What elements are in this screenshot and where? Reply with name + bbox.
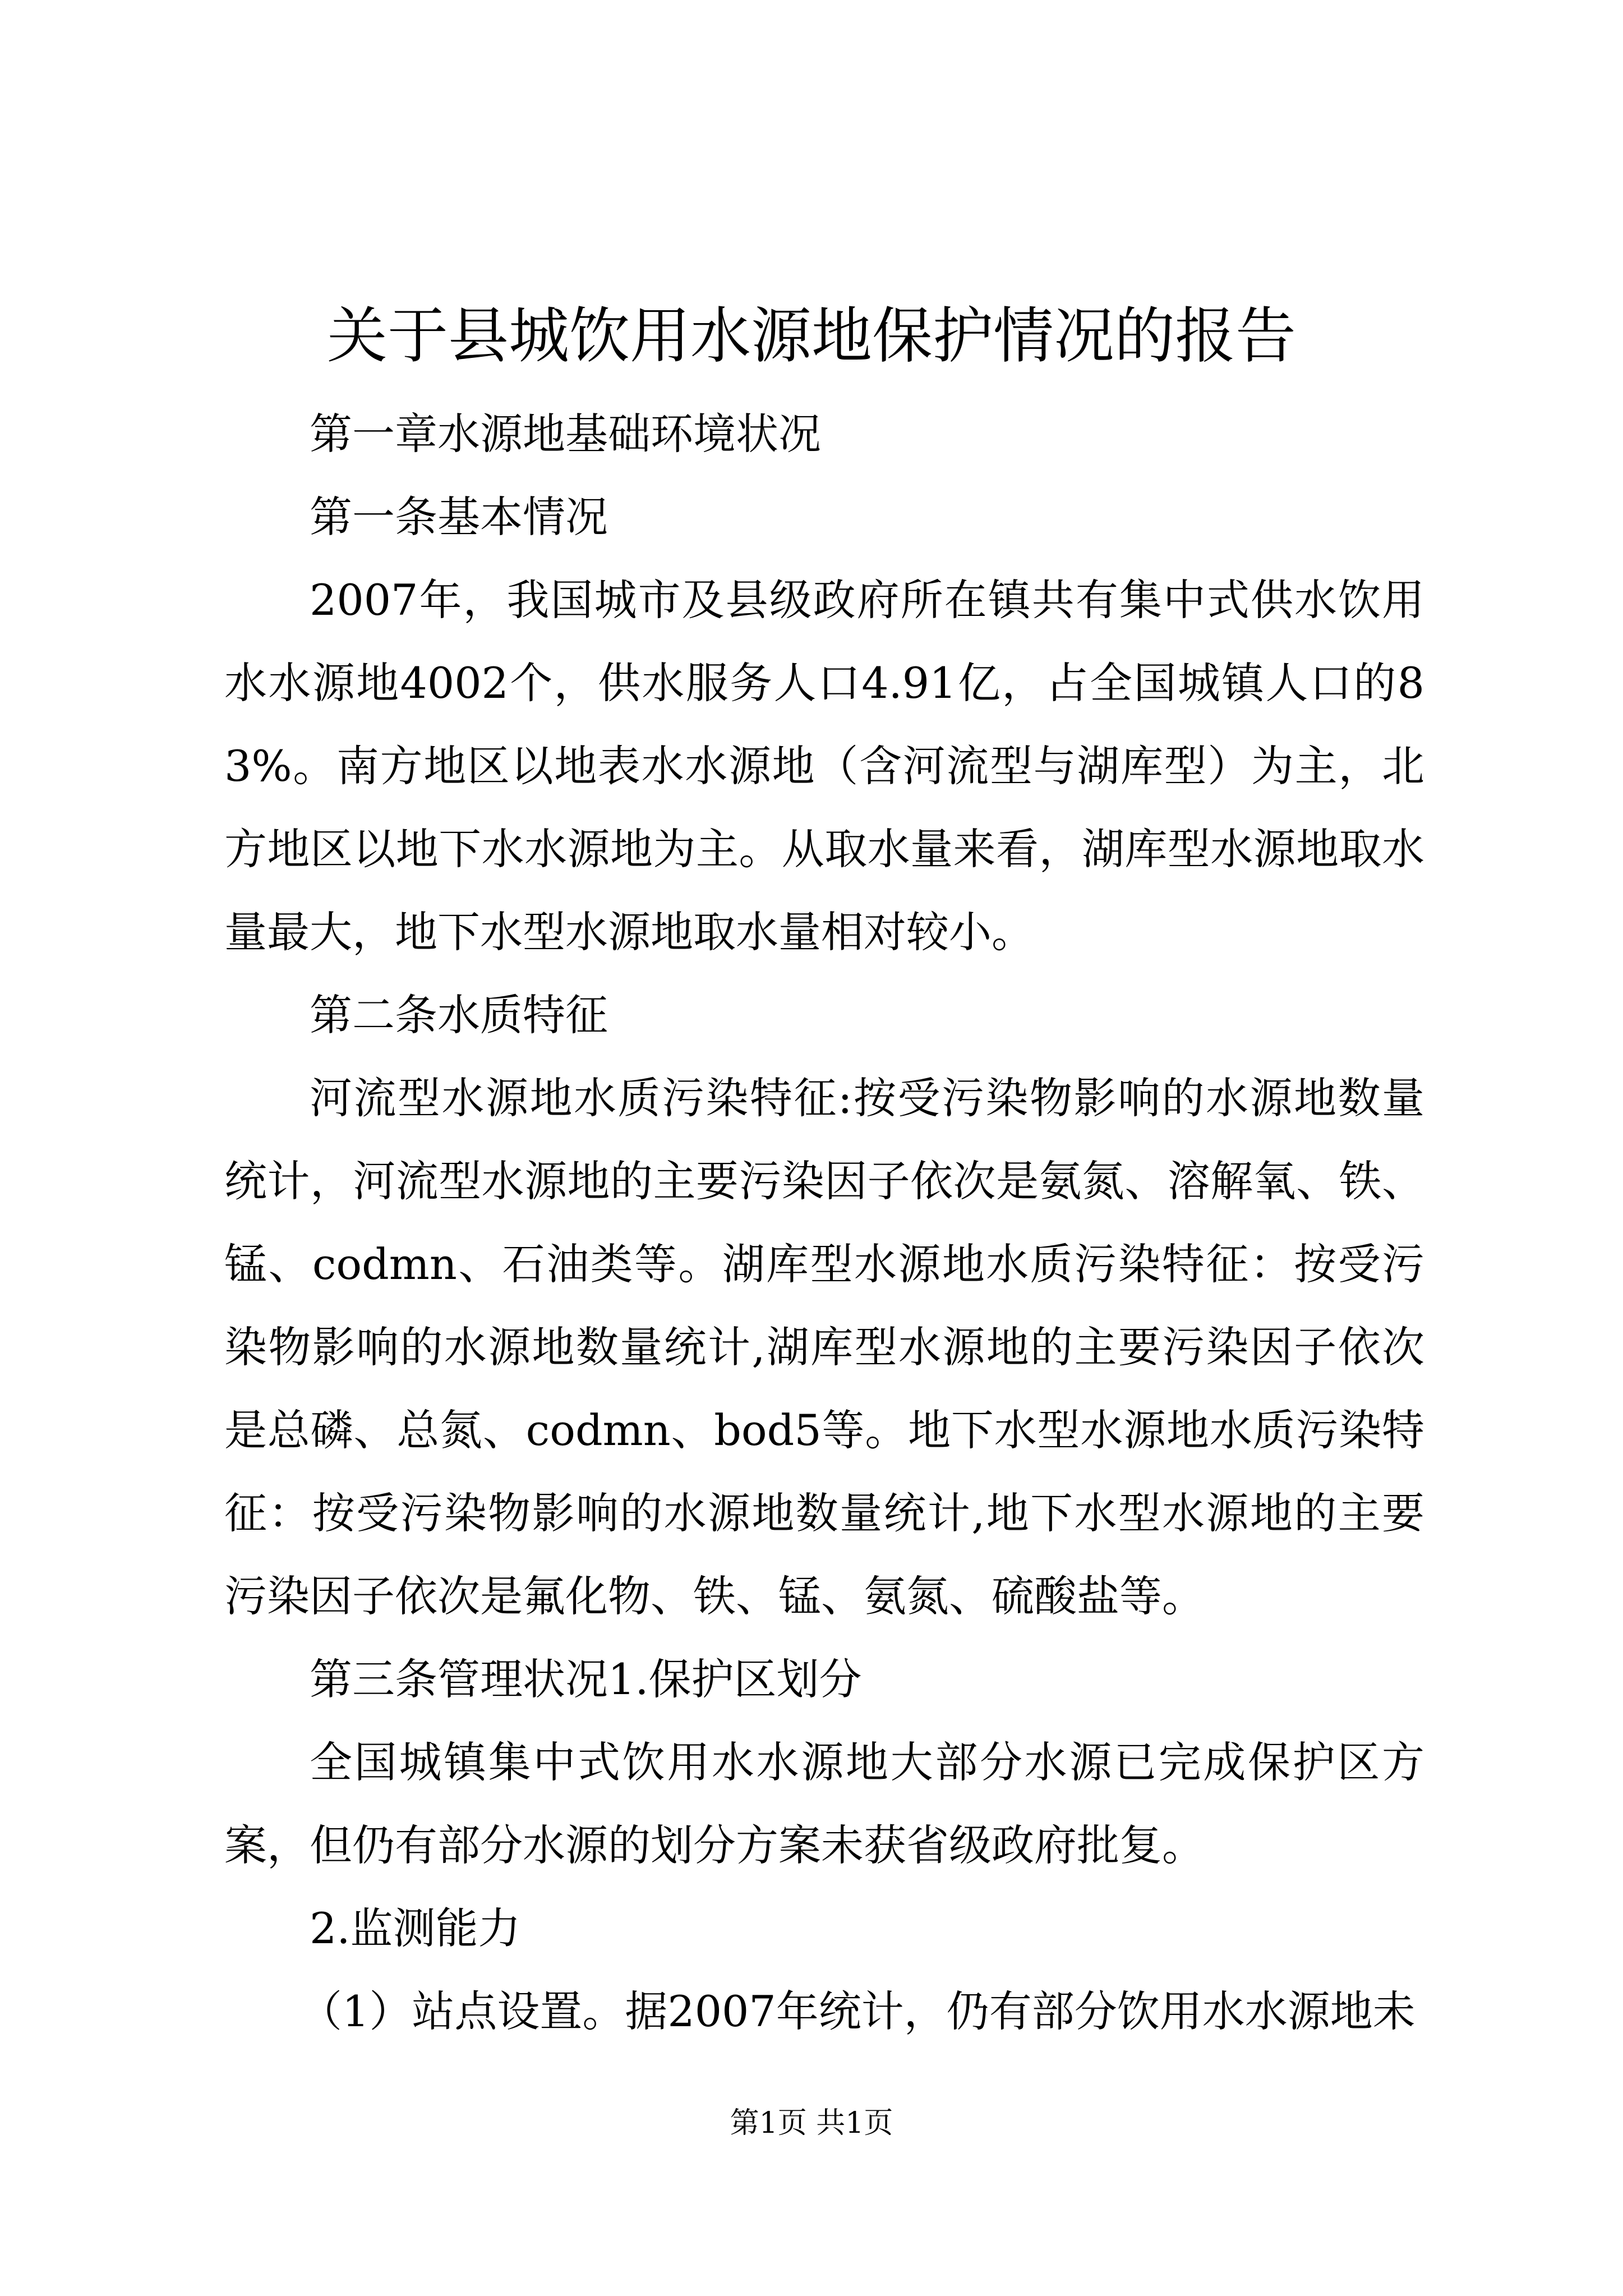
paragraph-protection-zone: 全国城镇集中式饮用水水源地大部分水源已完成保护区方案，但仍有部分水源的划分方案未获省级政府批复。 (224, 1737, 1424, 1870)
document-title: 关于县城饮用水源地保护情况的报告 (326, 301, 1296, 371)
subheading-monitoring: 2.监测能力 (310, 1903, 521, 1953)
document-body (224, 393, 1424, 2053)
chapter-heading: 第一章水源地基础环境状况 (310, 409, 821, 459)
section-heading-water-quality: 第二条水质特征 (310, 990, 608, 1040)
page-number-footer: 第1页 共1页 (730, 2106, 893, 2140)
section-heading-management: 第三条管理状况1.保护区划分 (310, 1654, 862, 1704)
section-heading-basic-situation: 第一条基本情况 (310, 492, 608, 542)
paragraph-basic-situation: 2007年，我国城市及县级政府所在镇共有集中式供水饮用水水源地4002个，供水服务人口4.91亿，占全国城镇人口的83%。南方地区以地表水水源地（含河流型与湖库型）为主，北方地区以地下水水源地为主。从取水量来看，湖库型水源地取水量最大，地下水型水源地取水量相对较小。 (224, 575, 1424, 957)
paragraph-water-quality: 河流型水源地水质污染特征:按受污染物影响的水源地数量统计，河流型水源地的主要污染因子依次是氨氮、溶解氧、铁、锰、codmn、石油类等。湖库型水源地水质污染特征：按受污染物影响的水源地数量统计,湖库型水源地的主要污染因子依次是总磷、总氮、codmn、bod5等。地下水型水源地水质污染特征：按受污染物影响的水源地数量统计,地下水型水源地的主要污染因子依次是氟化物、铁、锰、氨氮、硫酸盐等。 (224, 1073, 1424, 1621)
paragraph-site-setup: （1）站点设置。据2007年统计，仍有部分饮用水水源地未 (299, 1986, 1415, 2036)
